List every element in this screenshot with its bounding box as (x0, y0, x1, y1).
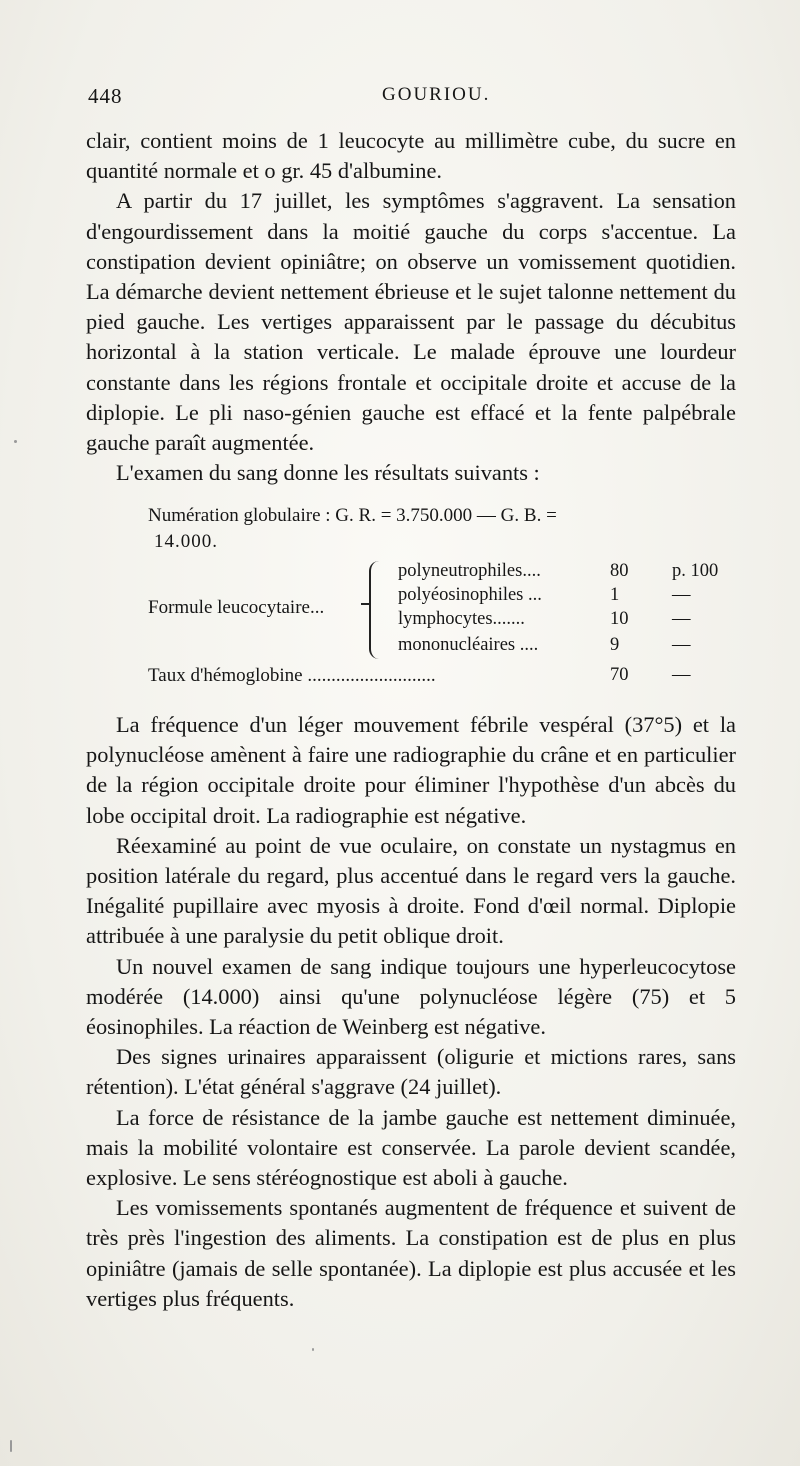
paragraph: Un nouvel examen de sang indique toujours une hyperleucocytose modérée (14.000) ainsi qu'une polynucléose légère (75) et 5 éosinophiles. La réaction de Weinberg est négative. (86, 953, 736, 1040)
formula-row-value: 80 (610, 561, 629, 581)
paragraph: L'examen du sang donne les résultats suivants : (116, 460, 540, 486)
paragraph: Des signes urinaires apparaissent (oligurie et mictions rares, sans rétention). L'état général s'aggrave (24 juillet). (86, 1044, 736, 1100)
paper-speck (10, 1440, 12, 1452)
brace (369, 561, 383, 659)
formula-label: Formule leucocytaire... (148, 597, 325, 618)
running-head (86, 84, 746, 118)
paragraph: Réexaminé au point de vue oculaire, on constate un nystagmus en position latérale du regard, plus accentué dans le regard vers la gauche. Inégalité pupillaire avec myosis à droite. Fond d'œil normal. Diplopie attribuée à une paralysie du petit oblique droit. (86, 832, 736, 949)
hemoglobin-unit: — (672, 665, 691, 685)
formula-row-unit: — (672, 609, 691, 629)
formula-row-name: lymphocytes....... (398, 609, 525, 629)
formula-row-value: 10 (610, 609, 629, 629)
formula-row-unit: — (672, 585, 691, 605)
hemoglobin-label: Taux d'hémoglobine ........................... (148, 665, 436, 686)
paragraph: clair, contient moins de 1 leucocyte au millimètre cube, du sucre en quantité normale et o gr. 45 d'albumine. (86, 128, 736, 184)
page-number: 448 (88, 84, 123, 108)
formula-row-name: polyéosinophiles ... (398, 585, 542, 605)
brace-point (361, 603, 369, 605)
paragraph: A partir du 17 juillet, les symptômes s'aggravent. La sensation d'engourdissement dans la moitié gauche du corps s'accentue. La constipation devient opiniâtre; on observe un vomissement quotidien. La démarche devient nettement ébrieuse et le sujet talonne nettement du pied gauche. Les vertiges apparaissent par le passage du décubitus horizontal à la station verticale. Le malade éprouve une lourdeur constante dans les régions frontale et occipitale droite et accuse de la diplopie. Le pli naso-génien gauche est effacé et la fente palpébrale gauche paraît augmentée. (86, 188, 736, 456)
formula-row-name: polyneutrophiles.... (398, 561, 541, 581)
formula-row-unit: p. 100 (672, 561, 719, 581)
formula-row-unit: — (672, 635, 691, 655)
running-title: GOURIOU. (382, 84, 491, 105)
body-text-top (86, 126, 736, 488)
paragraph: Les vomissements spontanés augmentent de fréquence et suivent de très près l'ingestion des aliments. La constipation est de plus en plus opiniâtre (jamais de selle spontanée). La diplopie est plus accusée et les vertiges plus fréquents. (86, 1195, 736, 1311)
numeration-line: Numération globulaire : G. R. = 3.750.000 — G. B. = (148, 505, 557, 526)
blood-results-block (86, 505, 736, 695)
hemoglobin-value: 70 (610, 665, 629, 685)
numeration-continuation: 14.000. (154, 531, 218, 552)
paragraph: La force de résistance de la jambe gauche est nettement diminuée, mais la mobilité volontaire est conservée. La parole devient scandée, explosive. Le sens stéréognostique est aboli à gauche. (86, 1104, 736, 1191)
formula-row-name: mononucléaires .... (398, 635, 539, 655)
paragraph: La fréquence d'un léger mouvement fébrile vespéral (37°5) et la polynucléose amènent à faire une radiographie du crâne et en particulier de la région occipitale droite pour éliminer l'hypothèse d'un abcès du lobe occipital droit. La radiographie est négative. (86, 712, 736, 828)
paper-speck (312, 1348, 314, 1351)
formula-row-value: 1 (610, 585, 620, 605)
body-text-bottom (86, 710, 736, 1314)
formula-row-value: 9 (610, 635, 620, 655)
paper-speck (14, 440, 17, 443)
